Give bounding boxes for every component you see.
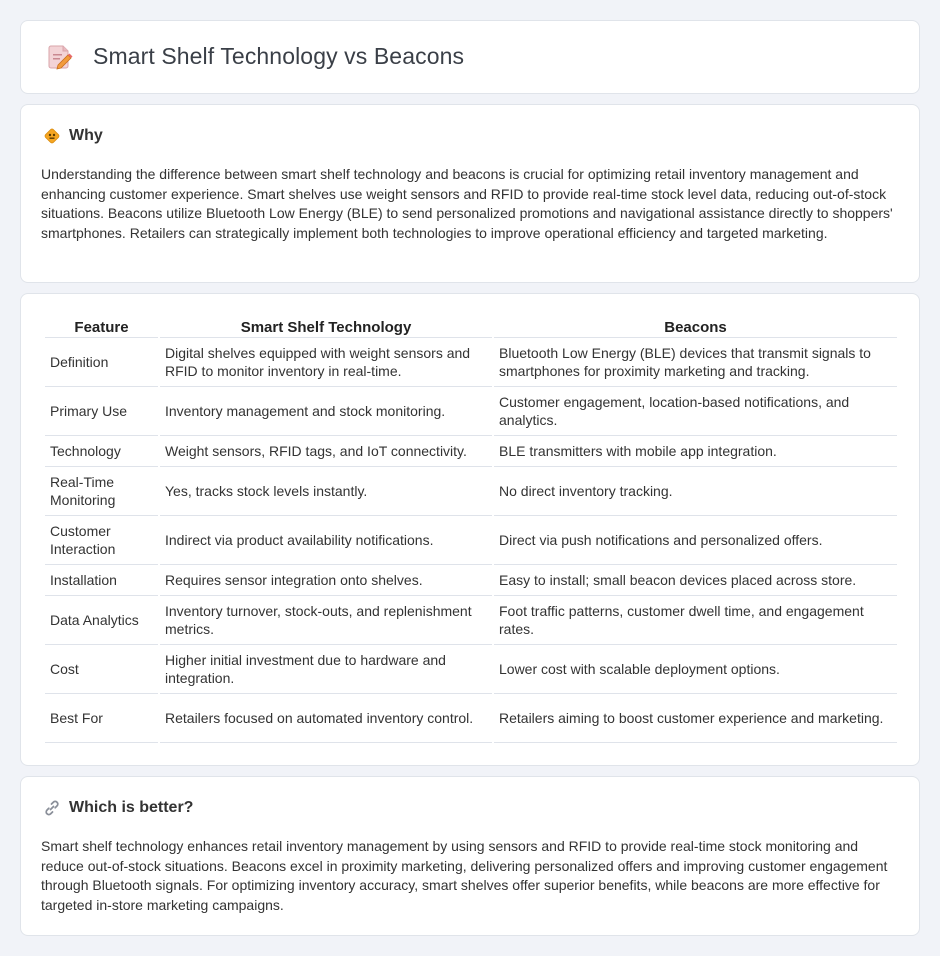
feature-cell: Customer Interaction [45,516,158,565]
beacons-cell: Direct via push notifications and personalized offers. [494,516,897,565]
smart-shelf-cell: Requires sensor integration onto shelves. [160,565,492,596]
feature-cell: Installation [45,565,158,596]
smart-shelf-cell: Retailers focused on automated inventory control. [160,694,492,743]
table-row [45,565,897,596]
comparison-table [43,316,899,743]
better-text: Smart shelf technology enhances retail inventory management by using sensors and RFID to provide real-time stock monitoring and reduce out-of-stock situations. Beacons excel in proximity marketing, delivering personalized offers and improving customer engagement through Bluetooth signals. For optimizing inventory accuracy, smart shelves offer superior benefits, while beacons are more effective for targeted in-store marketing campaigns. [41,838,888,913]
smart-shelf-cell: Yes, tracks stock levels instantly. [160,467,492,516]
feature-cell: Definition [45,338,158,387]
feature-cell: Cost [45,645,158,694]
feature-cell: Technology [45,436,158,467]
diamond-sign-icon [43,127,61,145]
table-row [45,436,897,467]
feature-cell: Data Analytics [45,596,158,645]
title-row [47,41,464,71]
smart-shelf-cell: Inventory management and stock monitoring. [160,387,492,436]
beacons-cell: Bluetooth Low Energy (BLE) devices that transmit signals to smartphones for proximity marketing and tracking. [494,338,897,387]
smart-shelf-cell: Weight sensors, RFID tags, and IoT connectivity. [160,436,492,467]
page-title: Smart Shelf Technology vs Beacons [93,42,465,69]
table-row [45,596,897,645]
beacons-cell: Easy to install; small beacon devices placed across store. [494,565,897,596]
beacons-cell: No direct inventory tracking. [494,467,897,516]
beacons-cell: Customer engagement, location-based notifications, and analytics. [494,387,897,436]
beacons-cell: Foot traffic patterns, customer dwell time, and engagement rates. [494,596,897,645]
smart-shelf-cell: Higher initial investment due to hardware and integration. [160,645,492,694]
better-title: Which is better? [69,799,194,816]
beacons-cell: Lower cost with scalable deployment options. [494,645,897,694]
feature-cell: Primary Use [45,387,158,436]
beacons-cell: BLE transmitters with mobile app integration. [494,436,897,467]
table-row [45,338,897,387]
better-header [43,799,193,817]
header-feature: Feature [45,316,158,338]
comparison-card [20,293,920,766]
why-text: Understanding the difference between smart shelf technology and beacons is crucial for optimizing retail inventory management and enhancing customer experience. Smart shelves use weight sensors and RFID to provide real-time stock level data, reducing out-of-stock situations. Beacons utilize Bluetooth Low Energy (BLE) to send personalized promotions and navigational assistance directly to shoppers' smartphones. Retailers can strategically implement both technologies to improve operational efficiency and targeted marketing. [41,166,893,241]
table-header-row [45,316,897,338]
smart-shelf-cell: Digital shelves equipped with weight sensors and RFID to monitor inventory in real-time. [160,338,492,387]
beacons-cell: Retailers aiming to boost customer experience and marketing. [494,694,897,743]
table-row [45,645,897,694]
why-header [43,127,103,145]
table-row [45,516,897,565]
header-smart-shelf: Smart Shelf Technology [160,316,492,338]
document-pencil-icon [47,41,73,71]
table-row [45,694,897,743]
smart-shelf-cell: Inventory turnover, stock-outs, and replenishment metrics. [160,596,492,645]
feature-cell: Real-Time Monitoring [45,467,158,516]
why-title: Why [69,127,103,144]
better-card [20,776,920,936]
why-card [20,104,920,283]
header-beacons: Beacons [494,316,897,338]
table-row [45,387,897,436]
link-icon [43,799,61,817]
smart-shelf-cell: Indirect via product availability notifications. [160,516,492,565]
title-card [20,20,920,94]
feature-cell: Best For [45,694,158,743]
table-row [45,467,897,516]
